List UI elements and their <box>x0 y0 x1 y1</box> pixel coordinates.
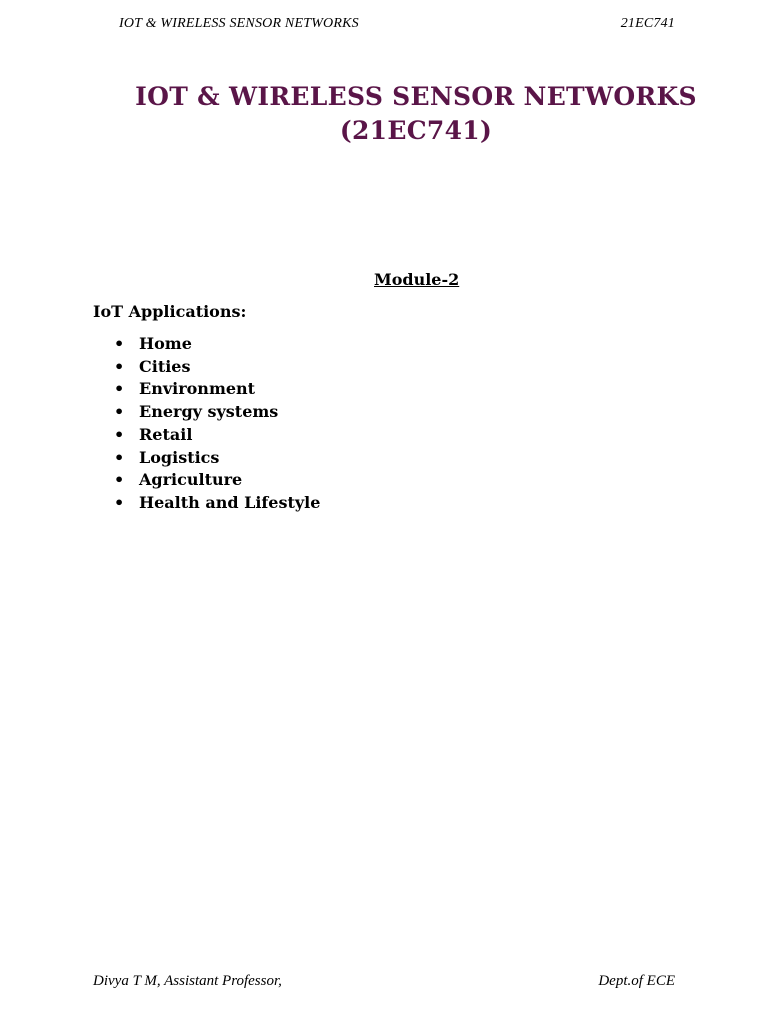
list-item-label: Health and Lifestyle <box>139 492 321 512</box>
bullet-icon: • <box>114 447 125 467</box>
running-header-code: 21EC741 <box>620 16 675 31</box>
list-item-label: Retail <box>139 424 193 444</box>
bullet-icon: • <box>114 402 125 422</box>
bullet-icon: • <box>114 334 125 353</box>
list-item <box>114 447 320 470</box>
bullet-icon: • <box>114 424 125 444</box>
list-item-label: Energy systems <box>139 402 279 422</box>
title-line-1: IOT & WIRELESS SENSOR NETWORKS <box>135 82 697 111</box>
module-heading: Module-2 <box>374 270 460 289</box>
list-item-label: Home <box>139 334 192 353</box>
list-item-label: Agriculture <box>139 470 243 490</box>
list-item-label: Cities <box>139 356 191 376</box>
bullet-icon: • <box>114 379 125 399</box>
title-line-2: (21EC741) <box>339 116 493 145</box>
list-item <box>114 333 320 356</box>
bullet-icon: • <box>114 356 125 376</box>
list-item-label: Environment <box>139 379 256 399</box>
running-header-title: IOT & WIRELESS SENSOR NETWORKS <box>119 16 359 31</box>
bullet-icon: • <box>114 492 125 512</box>
list-item <box>114 378 320 401</box>
page-title <box>64 80 768 148</box>
applications-heading: IoT Applications: <box>93 302 247 321</box>
list-item <box>114 401 320 424</box>
applications-list <box>114 333 320 515</box>
footer-department: Dept.of ECE <box>598 973 675 989</box>
list-item <box>114 424 320 447</box>
list-item-label: Logistics <box>139 447 220 467</box>
footer-author: Divya T M, Assistant Professor, <box>93 973 282 989</box>
list-item <box>114 492 320 515</box>
list-item <box>114 469 320 492</box>
bullet-icon: • <box>114 470 125 490</box>
list-item <box>114 356 320 379</box>
